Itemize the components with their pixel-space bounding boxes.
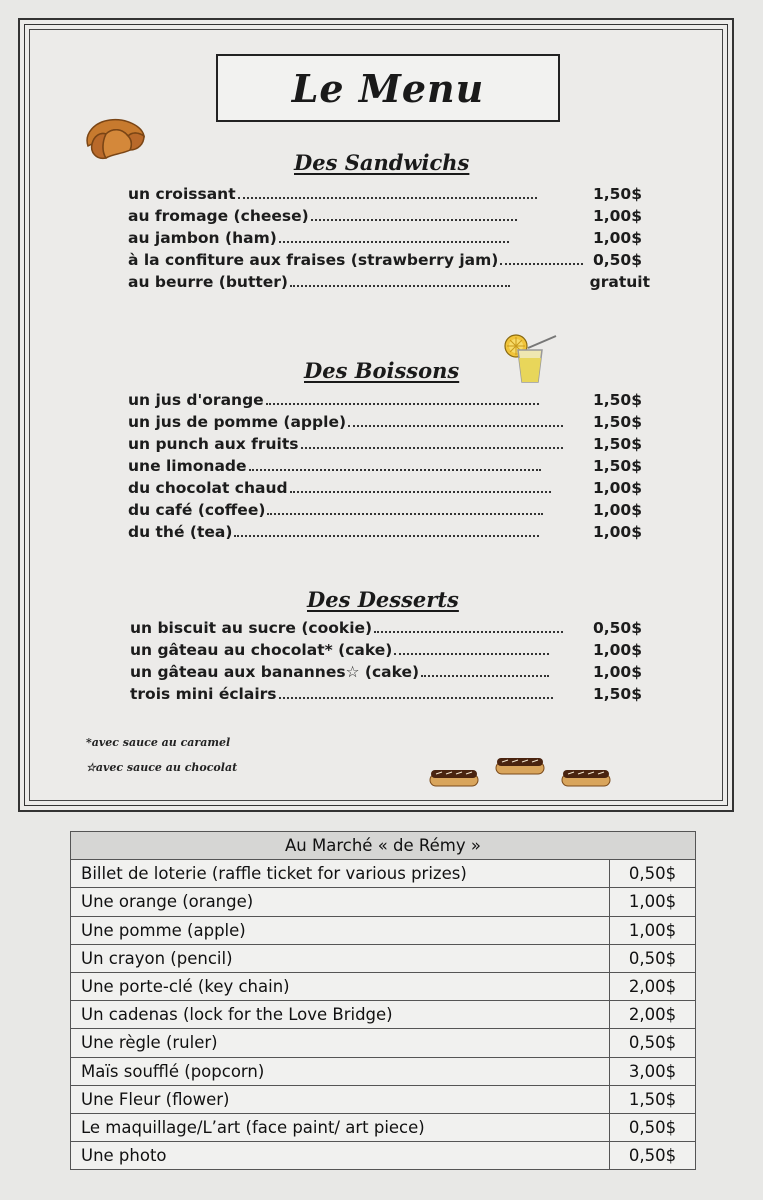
menu-item — [128, 251, 642, 273]
item-price: 1,00$ — [592, 229, 642, 247]
item-label: au beurre (butter) — [128, 273, 289, 291]
price-cell: 1,00$ — [610, 916, 696, 944]
menu-item — [128, 479, 642, 501]
menu-item — [128, 207, 642, 229]
item-price: 1,50$ — [592, 185, 642, 203]
item-price: 1,00$ — [592, 501, 642, 519]
note-caramel: *avec sauce au caramel — [86, 736, 231, 749]
item-cell: Une Fleur (flower) — [71, 1085, 610, 1113]
table-row — [71, 1001, 696, 1029]
menu-item — [130, 619, 642, 641]
price-cell: 2,00$ — [610, 1001, 696, 1029]
table-row — [71, 1113, 696, 1141]
item-cell: Une règle (ruler) — [71, 1029, 610, 1057]
item-label: un gâteau au chocolat* (cake) — [130, 641, 393, 659]
menu-sheet — [18, 18, 734, 812]
section-title-boissons: Des Boissons — [304, 358, 460, 383]
item-price: 1,50$ — [592, 435, 642, 453]
item-label: du café (coffee) — [128, 501, 266, 519]
item-price: gratuit — [589, 273, 650, 291]
item-cell: Une porte-clé (key chain) — [71, 972, 610, 1000]
eclair-icon — [428, 766, 480, 790]
item-label: une limonade — [128, 457, 247, 475]
price-cell: 0,50$ — [610, 1029, 696, 1057]
market-title: Au Marché « de Rémy » — [71, 832, 696, 860]
menu-item — [128, 523, 642, 545]
lemonade-icon — [498, 334, 562, 390]
menu-item — [128, 435, 642, 457]
table-row — [71, 888, 696, 916]
price-cell: 2,00$ — [610, 972, 696, 1000]
note-chocolat: ☆avec sauce au chocolat — [86, 761, 238, 774]
item-price: 1,00$ — [592, 663, 642, 681]
item-price: 1,00$ — [592, 641, 642, 659]
menu-item — [130, 641, 642, 663]
table-row — [71, 860, 696, 888]
croissant-icon — [82, 116, 148, 164]
menu-item — [128, 413, 642, 435]
item-label: un jus d'orange — [128, 391, 264, 409]
item-label: un biscuit au sucre (cookie) — [130, 619, 373, 637]
item-label: du thé (tea) — [128, 523, 233, 541]
item-cell: Billet de loterie (raffle ticket for various prizes) — [71, 860, 610, 888]
price-cell: 1,50$ — [610, 1085, 696, 1113]
menu-item — [128, 273, 650, 295]
table-header-row — [71, 832, 696, 860]
price-cell: 0,50$ — [610, 1113, 696, 1141]
item-price: 1,50$ — [592, 685, 642, 703]
item-price: 1,50$ — [592, 457, 642, 475]
item-cell: Le maquillage/L’art (face paint/ art piece) — [71, 1113, 610, 1141]
item-price: 1,50$ — [592, 391, 642, 409]
price-cell: 3,00$ — [610, 1057, 696, 1085]
item-cell: Une orange (orange) — [71, 888, 610, 916]
table-row — [71, 1085, 696, 1113]
market-price-table — [70, 831, 696, 1170]
item-label: au jambon (ham) — [128, 229, 277, 247]
table-row — [71, 1029, 696, 1057]
item-cell: Un cadenas (lock for the Love Bridge) — [71, 1001, 610, 1029]
eclair-icon — [560, 766, 612, 790]
item-cell: Maïs soufflé (popcorn) — [71, 1057, 610, 1085]
price-cell: 0,50$ — [610, 860, 696, 888]
item-price: 0,50$ — [592, 619, 642, 637]
table-row — [71, 1057, 696, 1085]
item-price: 1,50$ — [592, 413, 642, 431]
menu-item — [128, 185, 642, 207]
menu-item — [128, 457, 642, 479]
section-title-sandwichs: Des Sandwichs — [294, 150, 470, 175]
item-label: un croissant — [128, 185, 236, 203]
item-price: 1,00$ — [592, 207, 642, 225]
item-label: un jus de pomme (apple) — [128, 413, 347, 431]
table-row — [71, 916, 696, 944]
price-cell: 1,00$ — [610, 888, 696, 916]
item-cell: Une pomme (apple) — [71, 916, 610, 944]
item-label: à la confiture aux fraises (strawberry jam) — [128, 251, 499, 269]
item-label: au fromage (cheese) — [128, 207, 309, 225]
eclair-icon — [494, 754, 546, 778]
menu-item — [128, 501, 642, 523]
price-cell: 0,50$ — [610, 1142, 696, 1170]
menu-title: Le Menu — [291, 65, 485, 111]
section-title-desserts: Des Desserts — [307, 587, 459, 612]
menu-item — [128, 391, 642, 413]
table-row — [71, 944, 696, 972]
menu-item — [128, 229, 642, 251]
item-label: un gâteau aux banannes☆ (cake) — [130, 663, 420, 681]
table-row — [71, 972, 696, 1000]
item-label: du chocolat chaud — [128, 479, 288, 497]
menu-item — [130, 663, 642, 685]
table-row — [71, 1142, 696, 1170]
item-price: 1,00$ — [592, 479, 642, 497]
price-cell: 0,50$ — [610, 944, 696, 972]
menu-item — [130, 685, 642, 707]
item-cell: Un crayon (pencil) — [71, 944, 610, 972]
item-label: un punch aux fruits — [128, 435, 299, 453]
item-price: 0,50$ — [592, 251, 642, 269]
item-price: 1,00$ — [592, 523, 642, 541]
item-cell: Une photo — [71, 1142, 610, 1170]
menu-title-box — [216, 54, 560, 122]
item-label: trois mini éclairs — [130, 685, 277, 703]
